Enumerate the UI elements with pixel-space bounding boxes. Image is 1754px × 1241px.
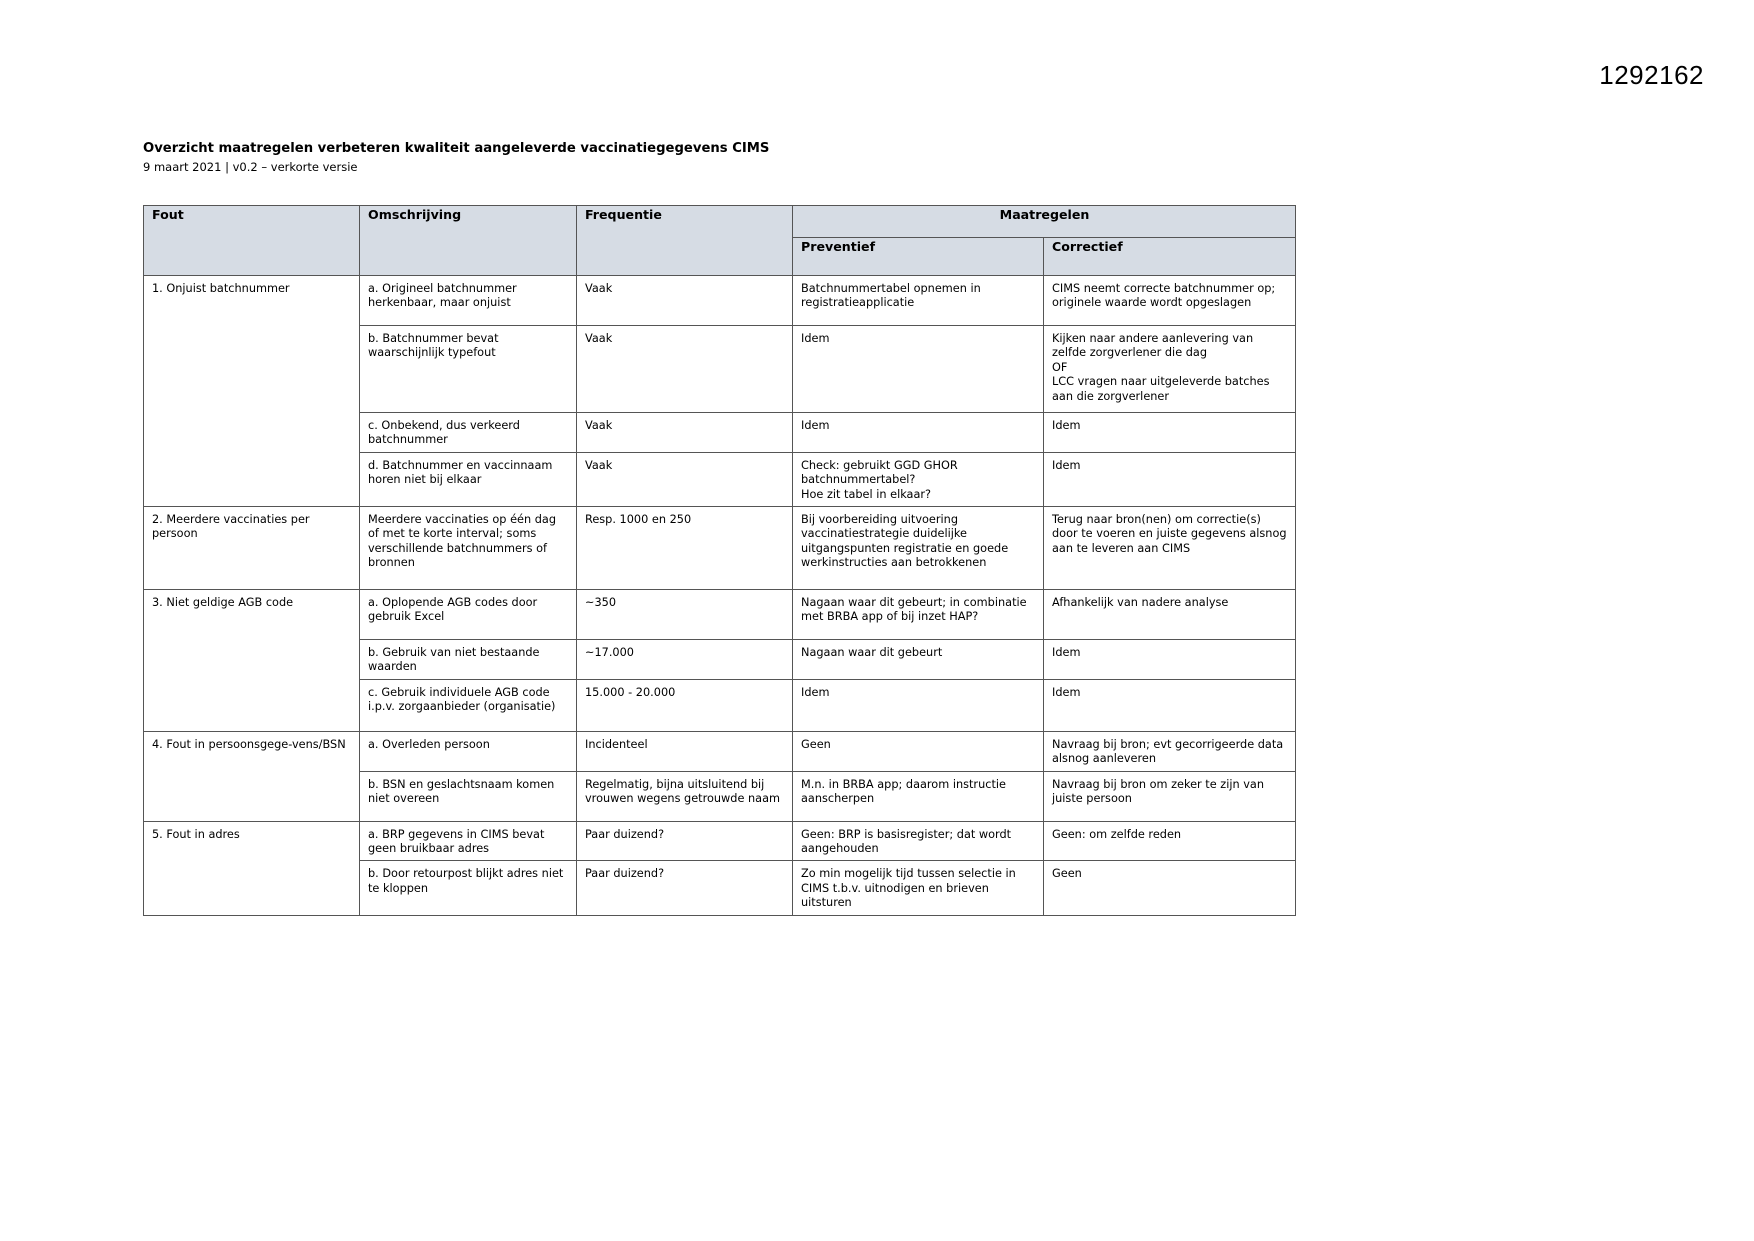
cell-omschrijving: Meerdere vaccinaties op één dag of met te korte interval; soms verschillende batchnummers of bronnen — [360, 507, 577, 590]
cell-frequentie: Vaak — [577, 452, 793, 506]
cell-omschrijving: b. Batchnummer bevat waarschijnlijk typefout — [360, 326, 577, 413]
cell-correctief: Idem — [1044, 640, 1296, 680]
cell-preventief: Batchnummertabel opnemen in registratieapplicatie — [793, 276, 1044, 326]
cell-correctief: Idem — [1044, 413, 1296, 453]
header-correctief: Correctief — [1044, 238, 1296, 276]
cell-preventief: Idem — [793, 679, 1044, 731]
cell-frequentie: Vaak — [577, 326, 793, 413]
cell-preventief: M.n. in BRBA app; daarom instructie aanscherpen — [793, 771, 1044, 821]
header-preventief: Preventief — [793, 238, 1044, 276]
cell-preventief: Bij voorbereiding uitvoering vaccinatiestrategie duidelijke uitgangspunten registratie en goede werkinstructies aan betrokkenen — [793, 507, 1044, 590]
cell-omschrijving: a. Overleden persoon — [360, 731, 577, 771]
measures-table — [143, 205, 1296, 916]
cell-correctief: Geen — [1044, 861, 1296, 915]
cell-preventief: Check: gebruikt GGD GHOR batchnummertabel? Hoe zit tabel in elkaar? — [793, 452, 1044, 506]
cell-preventief: Nagaan waar dit gebeurt — [793, 640, 1044, 680]
table-row — [144, 507, 1296, 590]
table-header-row — [144, 206, 1296, 238]
cell-preventief: Zo min mogelijk tijd tussen selectie in CIMS t.b.v. uitnodigen en brieven uitsturen — [793, 861, 1044, 915]
cell-frequentie: Regelmatig, bijna uitsluitend bij vrouwen wegens getrouwde naam — [577, 771, 793, 821]
cell-correctief: Idem — [1044, 679, 1296, 731]
cell-frequentie: 15.000 - 20.000 — [577, 679, 793, 731]
cell-frequentie: Incidenteel — [577, 731, 793, 771]
cell-correctief: Kijken naar andere aanlevering van zelfde zorgverlener die dag OF LCC vragen naar uitgeleverde batches aan die zorgverlener — [1044, 326, 1296, 413]
document-subtitle: 9 maart 2021 | v0.2 – verkorte versie — [143, 160, 358, 174]
cell-omschrijving: b. BSN en geslachtsnaam komen niet overeen — [360, 771, 577, 821]
cell-frequentie: ~17.000 — [577, 640, 793, 680]
cell-fout: 1. Onjuist batchnummer — [144, 276, 360, 507]
cell-correctief: Terug naar bron(nen) om correctie(s) door te voeren en juiste gegevens alsnog aan te leveren aan CIMS — [1044, 507, 1296, 590]
cell-preventief: Nagaan waar dit gebeurt; in combinatie met BRBA app of bij inzet HAP? — [793, 590, 1044, 640]
cell-frequentie: Vaak — [577, 413, 793, 453]
cell-omschrijving: d. Batchnummer en vaccinnaam horen niet bij elkaar — [360, 452, 577, 506]
table-row — [144, 821, 1296, 861]
cell-frequentie: ~350 — [577, 590, 793, 640]
cell-preventief: Idem — [793, 326, 1044, 413]
document-number: 1292162 — [1599, 60, 1704, 90]
cell-omschrijving: c. Onbekend, dus verkeerd batchnummer — [360, 413, 577, 453]
header-omschrijving: Omschrijving — [360, 206, 577, 276]
document-title: Overzicht maatregelen verbeteren kwaliteit aangeleverde vaccinatiegegevens CIMS — [143, 141, 770, 156]
cell-omschrijving: a. BRP gegevens in CIMS bevat geen bruikbaar adres — [360, 821, 577, 861]
cell-fout: 2. Meerdere vaccinaties per persoon — [144, 507, 360, 590]
cell-correctief: Idem — [1044, 452, 1296, 506]
cell-frequentie: Vaak — [577, 276, 793, 326]
cell-frequentie: Paar duizend? — [577, 861, 793, 915]
header-frequentie: Frequentie — [577, 206, 793, 276]
cell-frequentie: Resp. 1000 en 250 — [577, 507, 793, 590]
table-row — [144, 590, 1296, 640]
cell-omschrijving: b. Gebruik van niet bestaande waarden — [360, 640, 577, 680]
cell-fout: 5. Fout in adres — [144, 821, 360, 915]
cell-correctief: CIMS neemt correcte batchnummer op; originele waarde wordt opgeslagen — [1044, 276, 1296, 326]
header-maatregelen: Maatregelen — [793, 206, 1296, 238]
cell-fout: 4. Fout in persoonsgege-vens/BSN — [144, 731, 360, 821]
cell-correctief: Navraag bij bron; evt gecorrigeerde data alsnog aanleveren — [1044, 731, 1296, 771]
cell-fout: 3. Niet geldige AGB code — [144, 590, 360, 732]
cell-preventief: Geen: BRP is basisregister; dat wordt aangehouden — [793, 821, 1044, 861]
cell-frequentie: Paar duizend? — [577, 821, 793, 861]
cell-correctief: Geen: om zelfde reden — [1044, 821, 1296, 861]
table-row — [144, 276, 1296, 326]
cell-omschrijving: a. Origineel batchnummer herkenbaar, maar onjuist — [360, 276, 577, 326]
cell-preventief: Geen — [793, 731, 1044, 771]
cell-preventief: Idem — [793, 413, 1044, 453]
cell-correctief: Navraag bij bron om zeker te zijn van juiste persoon — [1044, 771, 1296, 821]
cell-correctief: Afhankelijk van nadere analyse — [1044, 590, 1296, 640]
table-row — [144, 731, 1296, 771]
cell-omschrijving: a. Oplopende AGB codes door gebruik Excel — [360, 590, 577, 640]
cell-omschrijving: b. Door retourpost blijkt adres niet te kloppen — [360, 861, 577, 915]
header-fout: Fout — [144, 206, 360, 276]
cell-omschrijving: c. Gebruik individuele AGB code i.p.v. zorgaanbieder (organisatie) — [360, 679, 577, 731]
